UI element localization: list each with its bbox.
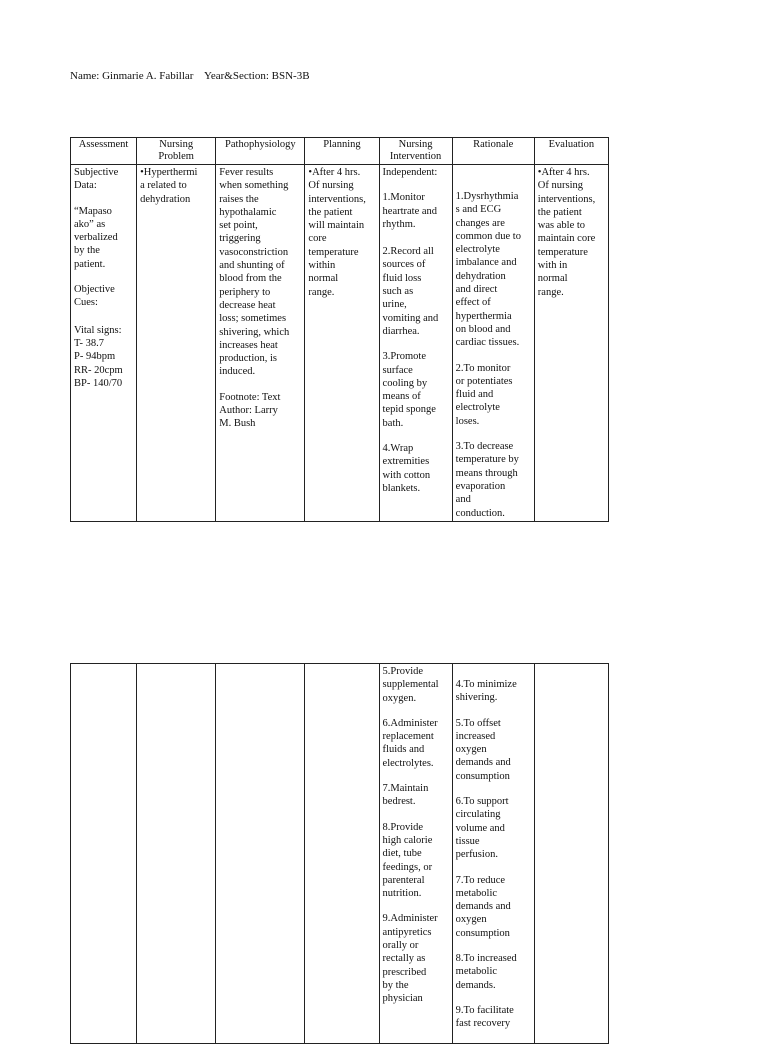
column-header-pathophysiology: Pathophysiology: [216, 138, 305, 165]
rationale-item: 2.To monitor or potentiates fluid and electrolyte loses.: [455, 362, 513, 427]
column-header-planning: Planning: [305, 138, 379, 165]
table-row: [71, 165, 609, 522]
name-value: Ginmarie A. Fabillar: [102, 70, 194, 82]
assessment-cell: [71, 664, 137, 1044]
planning-text: •After 4 hrs. Of nursing interventions, the patient will maintain core temperature within normal range.: [308, 167, 366, 298]
column-header-assessment: Assessment: [71, 138, 137, 165]
rationale-item: 1.Dysrhythmia s and ECG changes are common due to electrolyte imbalance and dehydration and direct effect of hyperthermia on blood and cardiac tissues.: [455, 191, 521, 349]
header-line: [70, 70, 310, 82]
rationale-item: 5.To offset increased oxygen demands and consumption: [455, 717, 511, 782]
subjective-label: Subjective Data:: [74, 167, 119, 192]
nursing-problem-text: •Hyperthermi a related to dehydration: [140, 167, 198, 205]
subjective-quote: “Mapaso ako” as verbalized by the patient.: [74, 205, 118, 270]
rationale-item: 9.To facilitate fast recovery: [455, 1004, 514, 1030]
column-header-rationale: Rationale: [452, 138, 534, 165]
rationale-item: 7.To reduce metabolic demands and oxygen consumption: [455, 874, 511, 939]
rationale-item: 3.To decrease temperature by means through evaporation and conduction.: [455, 441, 519, 519]
care-plan-table-1: [70, 137, 609, 522]
column-header-nursing-problem: Nursing Problem: [137, 138, 216, 165]
footnote-text: Footnote: Text Author: Larry M. Bush: [219, 391, 281, 430]
nursing-problem-cell: [137, 664, 216, 1044]
rationale-item: 4.To minimize shivering.: [455, 679, 517, 704]
rationale-item: 8.To increased metabolic demands.: [455, 953, 517, 991]
rationale-cell: [452, 664, 534, 1044]
nursing-problem-cell: [137, 165, 216, 522]
pathophysiology-cell: [216, 165, 305, 522]
rationale-cell: [452, 165, 534, 522]
planning-cell: [305, 664, 379, 1044]
intervention-item: Independent:: [382, 167, 438, 178]
header-row: [71, 138, 609, 165]
assessment-cell: [71, 165, 137, 522]
intervention-cell: [379, 664, 452, 1044]
pathophysiology-cell: [216, 664, 305, 1044]
evaluation-text: •After 4 hrs. Of nursing interventions, the patient was able to maintain core temperature with in normal range.: [537, 167, 596, 298]
column-header-nursing-intervention: Nursing Intervention: [379, 138, 452, 165]
column-header-evaluation: Evaluation: [534, 138, 608, 165]
objective-label: Objective Cues:: [74, 284, 115, 309]
vital-signs: Vital signs: T- 38.7 P- 94bpm RR- 20cpm BP- 140/70: [74, 324, 123, 389]
intervention-item: 3.Promote surface cooling by means of tepid sponge bath.: [382, 351, 436, 429]
intervention-item: 7.Maintain bedrest.: [382, 783, 429, 808]
table-row: [71, 664, 609, 1044]
intervention-item: 2.Record all sources of fluid loss such as urine, vomiting and diarrhea.: [382, 246, 439, 337]
planning-cell: [305, 165, 379, 522]
evaluation-cell: [534, 165, 608, 522]
name-label: Name:: [70, 70, 100, 82]
pathophysiology-text: Fever results when something raises the hypothalamic set point, triggering vasoconstriction and shunting of blood from the periphery to decrease heat loss; sometimes shivering, which increases heat production, is induced.: [219, 167, 290, 378]
intervention-item: 1.Monitor heartrate and rhythm.: [382, 192, 438, 230]
rationale-item: 6.To support circulating volume and tissue perfusion.: [455, 796, 509, 861]
intervention-item: 4.Wrap extremities with cotton blankets.: [382, 443, 431, 494]
intervention-item: 9.Administer antipyretics orally or rectally as prescribed by the physician: [382, 913, 438, 1005]
intervention-item: 6.Administer replacement fluids and electrolytes.: [382, 717, 438, 769]
section-value: BSN-3B: [271, 70, 310, 82]
evaluation-cell: [534, 664, 608, 1044]
section-label: Year&Section:: [204, 70, 269, 82]
intervention-item: 5.Provide supplemental oxygen.: [382, 666, 439, 704]
intervention-item: 8.Provide high calorie diet, tube feedings, or parenteral nutrition.: [382, 821, 433, 900]
care-plan-table-2: [70, 663, 609, 1044]
intervention-cell: [379, 165, 452, 522]
